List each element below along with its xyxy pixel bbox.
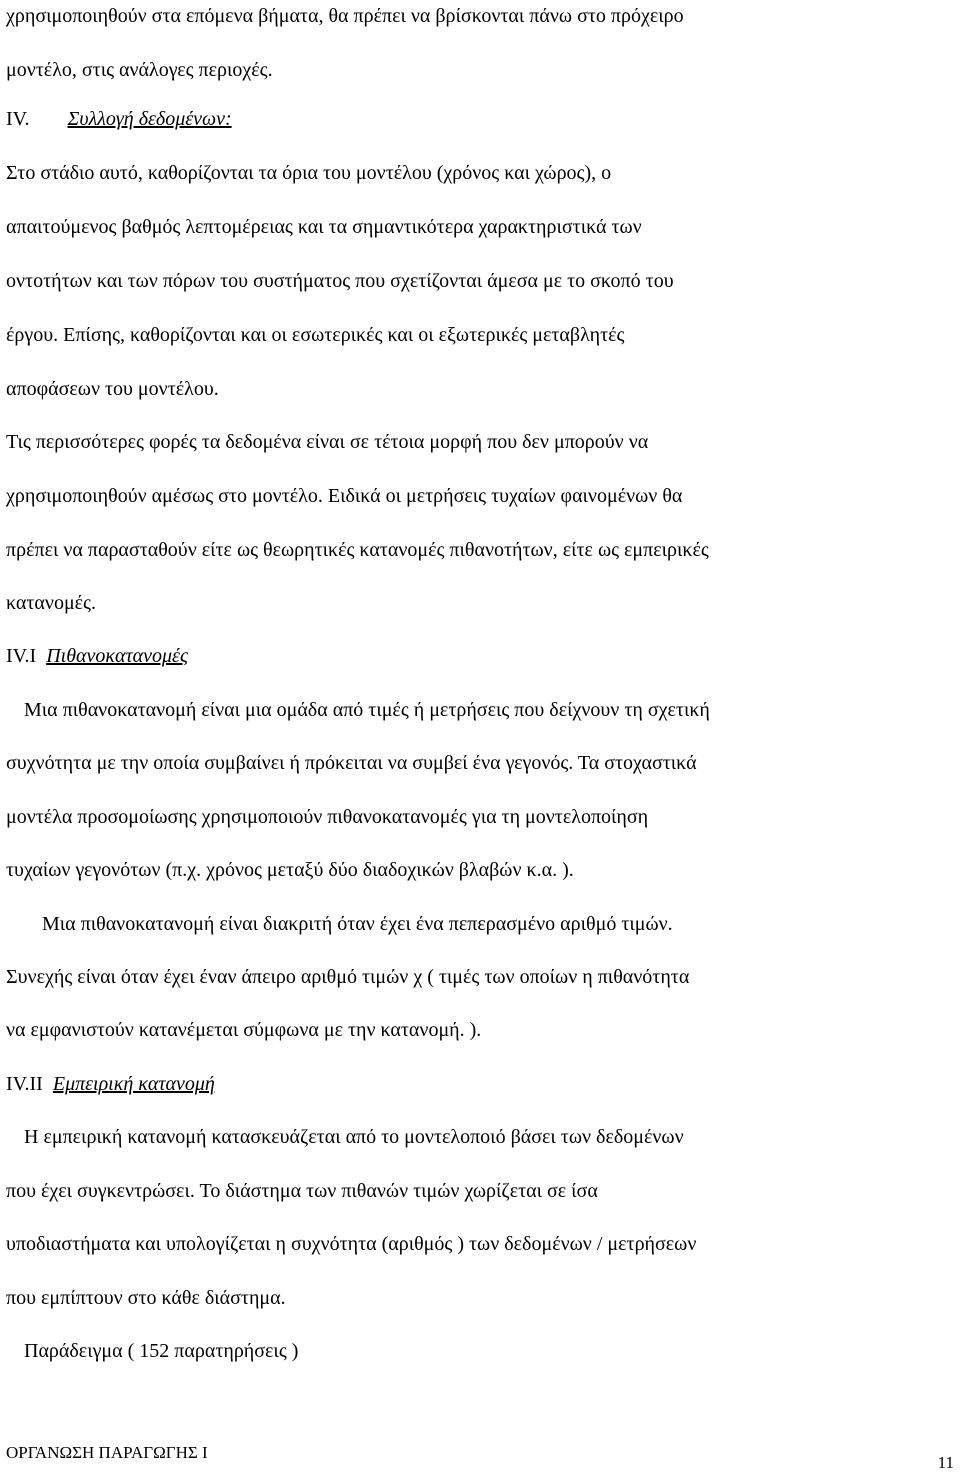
body-line: υποδιαστήματα και υπολογίζεται η συχνότητα (αριθμός ) των δεδομένων / μετρήσεων xyxy=(6,1233,697,1255)
section-heading xyxy=(6,107,232,131)
body-line: που εμπίπτουν στο κάθε διάστημα. xyxy=(6,1287,286,1309)
footer-page-number: 11 xyxy=(937,1453,954,1472)
body-line: έργου. Επίσης, καθορίζονται και οι εσωτερικές και οι εξωτερικές μεταβλητές xyxy=(6,324,625,346)
section-number: IV.I xyxy=(6,645,37,667)
body-line: συχνότητα με την οποία συμβαίνει ή πρόκειται να συμβεί ένα γεγονός. Τα στοχαστικά xyxy=(6,752,697,774)
body-line: τυχαίων γεγονότων (π.χ. χρόνος μεταξύ δύο διαδοχικών βλαβών κ.α. ). xyxy=(6,859,574,881)
section-heading xyxy=(6,644,188,668)
body-line: χρησιμοποιηθούν στα επόμενα βήματα, θα πρέπει να βρίσκονται πάνω στο πρόχειρο xyxy=(6,5,684,27)
body-line: κατανομές. xyxy=(6,592,96,614)
footer-course-title: ΟΡΓΑΝΩΣΗ ΠΑΡΑΓΩΓΗΣ Ι xyxy=(6,1443,208,1462)
section-number: IV. xyxy=(6,108,30,130)
section-heading xyxy=(6,1072,215,1096)
section-title: Εμπειρική κατανομή xyxy=(52,1073,215,1095)
body-line: Μια πιθανοκατανομή είναι διακριτή όταν έχει ένα πεπερασμένο αριθμό τιμών. xyxy=(42,913,673,935)
body-line: Συνεχής είναι όταν έχει έναν άπειρο αριθμό τιμών χ ( τιμές των οποίων η πιθανότητα xyxy=(6,966,690,988)
body-line: οντοτήτων και των πόρων του συστήματος που σχετίζονται άμεσα με το σκοπό του xyxy=(6,270,674,292)
body-line: Μια πιθανοκατανομή είναι μια ομάδα από τιμές ή μετρήσεις που δείχνουν τη σχετική xyxy=(24,699,710,721)
body-line: Στο στάδιο αυτό, καθορίζονται τα όρια του μοντέλου (χρόνος και χώρος), ο xyxy=(6,162,612,184)
body-line: μοντέλο, στις ανάλογες περιοχές. xyxy=(6,59,273,81)
body-line: μοντέλα προσομοίωσης χρησιμοποιούν πιθανοκατανομές για τη μοντελοποίηση xyxy=(6,806,649,828)
body-line: Παράδειγμα ( 152 παρατηρήσεις ) xyxy=(24,1340,299,1362)
body-line: που έχει συγκεντρώσει. Το διάστημα των πιθανών τιμών χωρίζεται σε ίσα xyxy=(6,1180,598,1202)
body-line: απαιτούμενος βαθμός λεπτομέρειας και τα σημαντικότερα χαρακτηριστικά των xyxy=(6,216,642,238)
body-line: να εμφανιστούν κατανέμεται σύμφωνα με την κατανομή. ). xyxy=(6,1019,482,1041)
body-line: Η εμπειρική κατανομή κατασκευάζεται από το μοντελοποιό βάσει των δεδομένων xyxy=(24,1126,684,1148)
body-line: αποφάσεων του μοντέλου. xyxy=(6,378,219,400)
section-number: IV.II xyxy=(6,1073,43,1095)
section-title: Πιθανοκατανομές xyxy=(46,645,189,667)
body-line: Τις περισσότερες φορές τα δεδομένα είναι σε τέτοια μορφή που δεν μπορούν να xyxy=(6,431,649,453)
body-line: πρέπει να παρασταθούν είτε ως θεωρητικές κατανομές πιθανοτήτων, είτε ως εμπειρικές xyxy=(6,539,709,561)
body-line: χρησιμοποιηθούν αμέσως στο μοντέλο. Ειδικά οι μετρήσεις τυχαίων φαινομένων θα xyxy=(6,485,683,507)
section-title: Συλλογή δεδομένων: xyxy=(67,108,232,130)
